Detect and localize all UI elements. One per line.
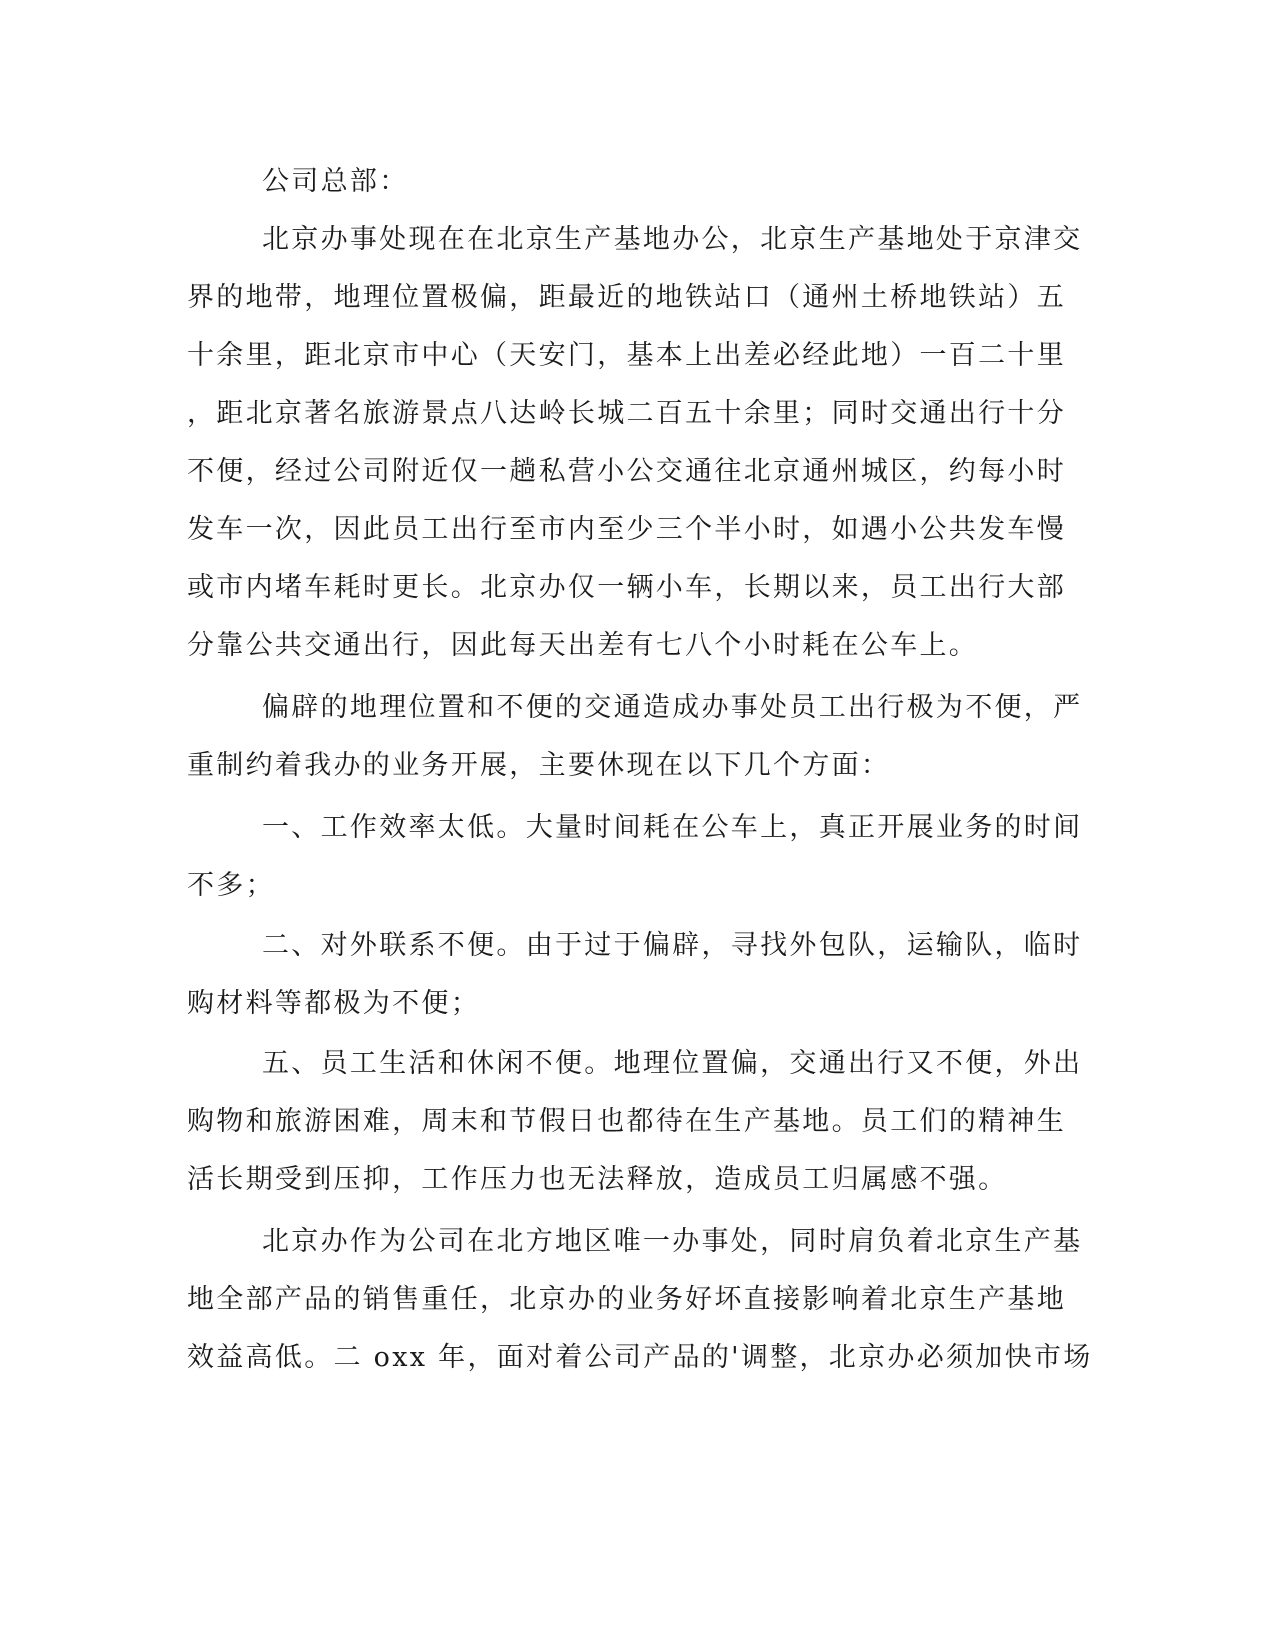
list-item-line: 二、对外联系不便。由于过于偏辟，寻找外包队，运输队，临时	[262, 930, 1083, 961]
paragraph-line: 分靠公共交通出行，因此每天出差有七八个小时耗在公车上。	[187, 630, 979, 661]
list-item-line: 购材料等都极为不便；	[187, 988, 480, 1019]
list-item-line: 不多；	[187, 870, 275, 901]
list-item-line: 五、员工生活和休闲不便。地理位置偏，交通出行又不便，外出	[262, 1048, 1083, 1079]
list-item-line: 活长期受到压抑，工作压力也无法释放，造成员工归属感不强。	[187, 1164, 1008, 1195]
list-item-line: 一、工作效率太低。大量时间耗在公车上，真正开展业务的时间	[262, 812, 1083, 843]
paragraph-line: 地全部产品的销售重任，北京办的业务好坏直接影响着北京生产基地	[187, 1284, 1066, 1315]
paragraph-line: 不便，经过公司附近仅一趟私营小公交通往北京通州城区，约每小时	[187, 456, 1066, 487]
paragraph-line: 界的地带，地理位置极偏，距最近的地铁站口（通州土桥地铁站）五	[187, 282, 1066, 313]
paragraph-line: 发车一次，因此员工出行至市内至少三个半小时，如遇小公共发车慢	[187, 514, 1066, 545]
paragraph-line: 偏辟的地理位置和不便的交通造成办事处员工出行极为不便，严	[262, 692, 1083, 723]
paragraph-line: 或市内堵车耗时更长。北京办仅一辆小车，长期以来，员工出行大部	[187, 572, 1066, 603]
list-item-line: 购物和旅游困难，周末和节假日也都待在生产基地。员工们的精神生	[187, 1106, 1066, 1137]
paragraph-line: 北京办作为公司在北方地区唯一办事处，同时肩负着北京生产基	[262, 1226, 1083, 1257]
paragraph-line: ，距北京著名旅游景点八达岭长城二百五十余里；同时交通出行十分	[187, 398, 1066, 429]
salutation: 公司总部：	[262, 166, 409, 197]
paragraph-line: 效益高低。二 oxx 年，面对着公司产品的'调整，北京办必须加快市场	[187, 1342, 1093, 1373]
paragraph-line: 十余里，距北京市中心（天安门，基本上出差必经此地）一百二十里	[187, 340, 1066, 371]
paragraph-line: 重制约着我办的业务开展，主要休现在以下几个方面：	[187, 750, 891, 781]
paragraph-line: 北京办事处现在在北京生产基地办公，北京生产基地处于京津交	[262, 224, 1083, 255]
